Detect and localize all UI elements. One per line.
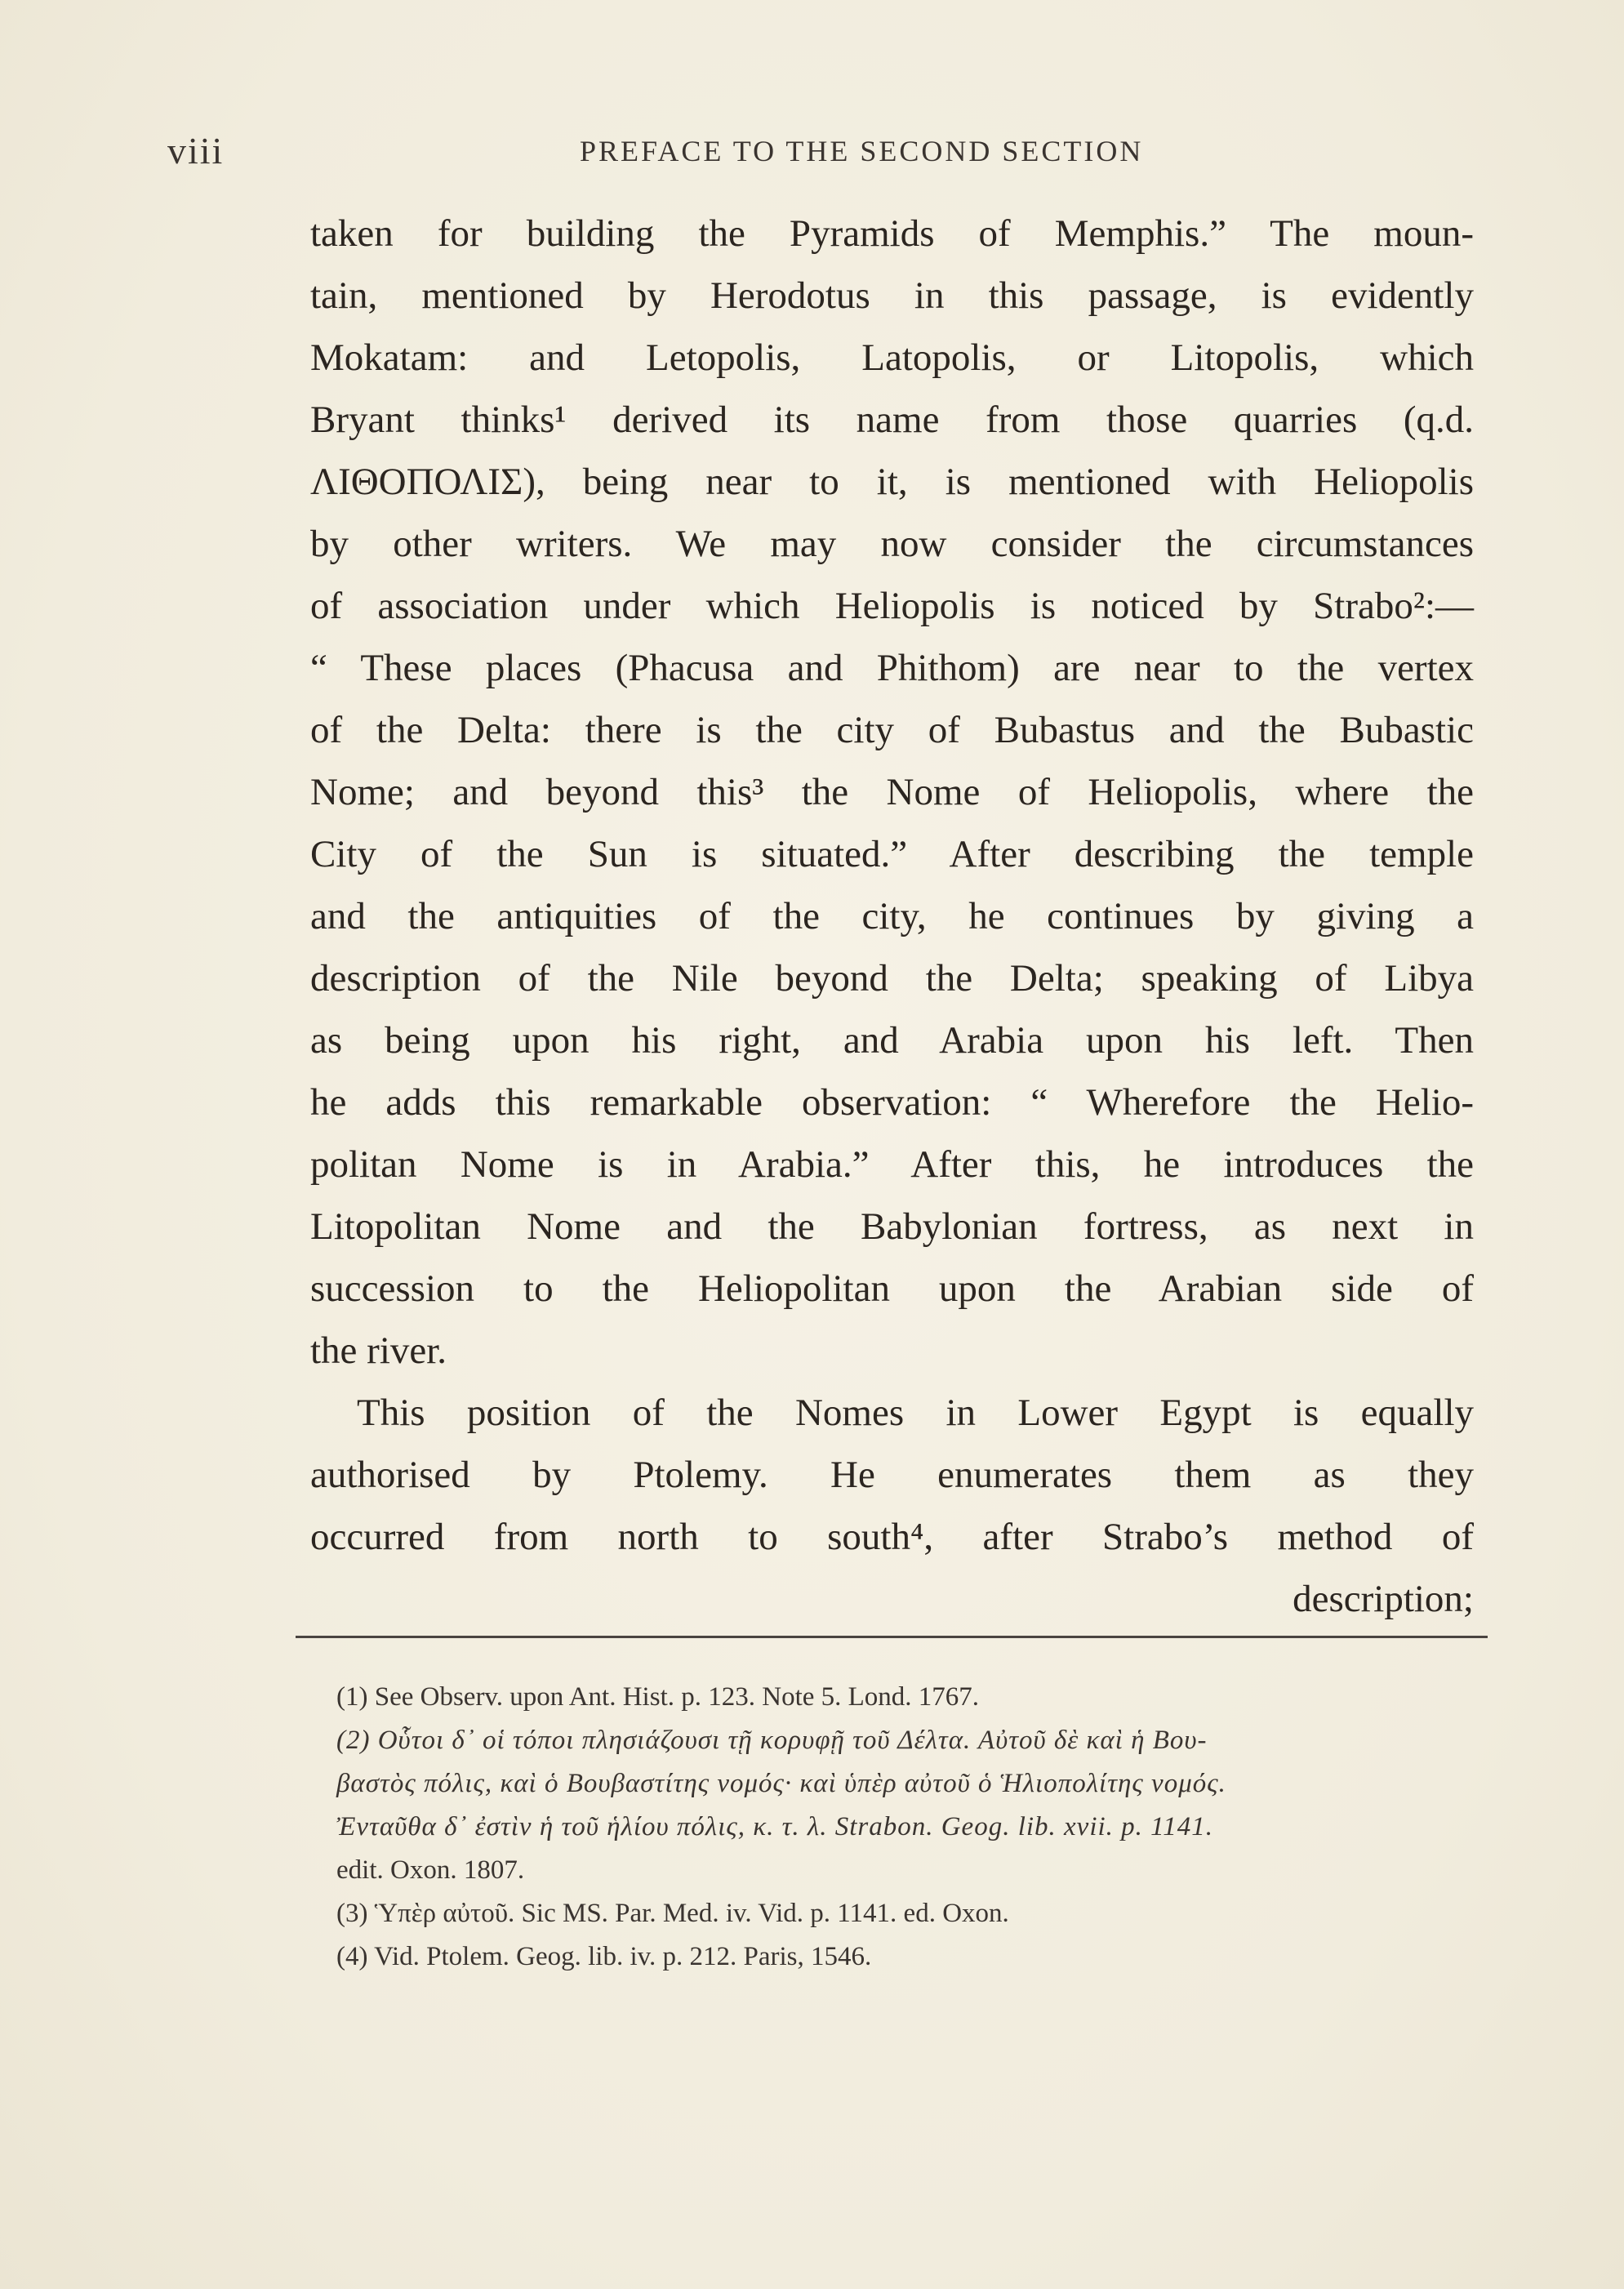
body-line: and the antiquities of the city, he continues by giving a <box>310 895 1474 937</box>
footnote-line: Ἐνταῦθα δ᾽ ἐστὶν ἡ τοῦ ἡλίου πόλις, κ. τ. λ. Strabon. Geog. lib. xvii. p. 1141. <box>336 1812 1213 1841</box>
body-line: This position of the Nomes in Lower Egypt is equally <box>357 1392 1474 1434</box>
body-line: description of the Nile beyond the Delta; speaking of Libya <box>310 957 1474 1000</box>
body-line: taken for building the Pyramids of Memphis.” The moun- <box>310 212 1474 255</box>
body-line: tain, mentioned by Herodotus in this passage, is evidently <box>310 274 1474 317</box>
footnote-line: (3) Ὑπὲρ αὐτοῦ. Sic MS. Par. Med. iv. Vid. p. 1141. ed. Oxon. <box>336 1899 1009 1928</box>
body-line: Nome; and beyond this³ the Nome of Heliopolis, where the <box>310 771 1474 813</box>
catchword: description; <box>1293 1578 1474 1620</box>
page-number: viii <box>167 130 225 171</box>
body-line: by other writers. We may now consider the circumstances <box>310 523 1474 565</box>
footnote-line: (1) See Observ. upon Ant. Hist. p. 123. Note 5. Lond. 1767. <box>336 1682 980 1712</box>
footnote-rule <box>296 1636 1488 1638</box>
running-head: PREFACE TO THE SECOND SECTION <box>580 135 1144 167</box>
body-line: Bryant thinks¹ derived its name from those quarries (q.d. <box>310 399 1474 441</box>
body-line: Litopolitan Nome and the Babylonian fortress, as next in <box>310 1205 1474 1248</box>
body-line: the river. <box>310 1329 447 1372</box>
footnotes <box>336 1676 1475 1979</box>
page-header <box>167 129 1506 178</box>
footnote-line: (4) Vid. Ptolem. Geog. lib. iv. p. 212. Paris, 1546. <box>336 1942 872 1971</box>
body-line: as being upon his right, and Arabia upon his left. Then <box>310 1019 1474 1062</box>
body-line: he adds this remarkable observation: “ Wherefore the Helio- <box>310 1081 1474 1124</box>
body-line: Mokatam: and Letopolis, Latopolis, or Litopolis, which <box>310 336 1474 379</box>
body-line: “ These places (Phacusa and Phithom) are near to the vertex <box>310 647 1474 689</box>
body-line: occurred from north to south⁴, after Strabo’s method of <box>310 1516 1474 1558</box>
footnote-line: edit. Oxon. 1807. <box>336 1855 525 1885</box>
body-line: politan Nome is in Arabia.” After this, he introduces the <box>310 1143 1474 1186</box>
footnote-line: βαστὸς πόλις, καὶ ὁ Βουβαστίτης νομός· καὶ ὑπὲρ αὐτοῦ ὁ Ἡλιοπολίτης νομός. <box>336 1769 1226 1798</box>
body-line: ΛΙΘΟΠΟΛΙΣ), being near to it, is mentioned with Heliopolis <box>310 461 1474 503</box>
body-line: authorised by Ptolemy. He enumerates them as they <box>310 1454 1474 1496</box>
body-text <box>310 203 1474 1630</box>
body-line: of association under which Heliopolis is noticed by Strabo²:— <box>310 585 1474 627</box>
body-line: City of the Sun is situated.” After describing the temple <box>310 833 1474 875</box>
footnote-line: (2) Οὗτοι δ᾽ οἱ τόποι πλησιάζουσι τῇ κορυφῇ τοῦ Δέλτα. Αὐτοῦ δὲ καὶ ἡ Βου- <box>336 1726 1208 1755</box>
body-line: succession to the Heliopolitan upon the Arabian side of <box>310 1267 1474 1310</box>
body-line: of the Delta: there is the city of Bubastus and the Bubastic <box>310 709 1474 751</box>
